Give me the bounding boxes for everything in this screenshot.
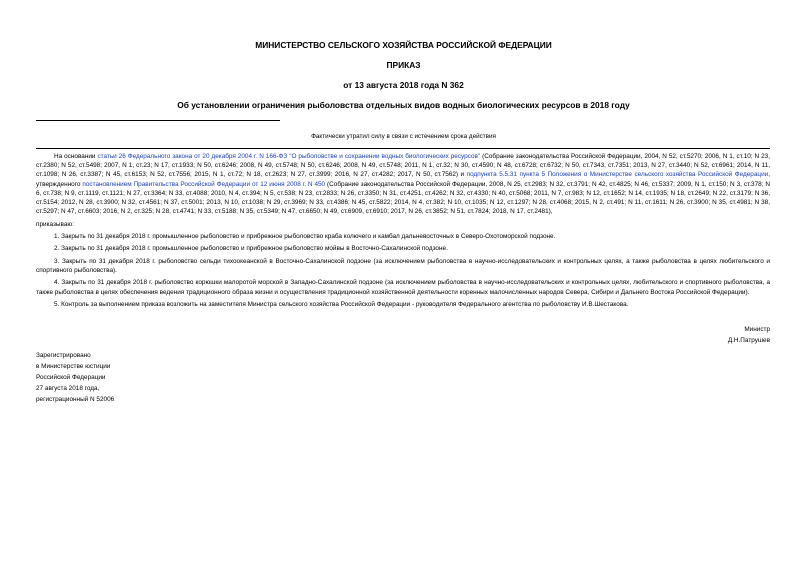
order-word: приказываю: (36, 220, 74, 228)
registration-block (36, 350, 114, 405)
signature-block (728, 324, 770, 346)
government-decree-450-link[interactable]: постановлением Правительства Российской Федерации от 12 июня 2008 г. N 450 (82, 180, 326, 188)
order-item-3: 3. Закрыть по 31 декабря 2018 г. рыболовство сельди тихоокеанской в Восточно-Сахалинской подзоне (за исключением рыболовства в научно-исследовательских и контрольных целях, а также рыболовства в целях любительского и спортивного рыболовства). (36, 257, 770, 274)
registration-line: регистрационный N 52006 (36, 396, 115, 403)
order-item-1: 1. Закрыть по 31 декабря 2018 г. промышленное рыболовство и прибрежное рыболовство краба колючего и камбал дальневосточных в Северо-Охотоморской подзоне. (54, 233, 556, 240)
doc-date-number: от 13 августа 2018 года N 362 (343, 80, 464, 90)
doc-title: Об установлении ограничения рыболовства отдельных видов водных биологических ресурсов в 2018 году (177, 100, 630, 110)
order-item-4: 4. Закрыть по 31 декабря 2018 г. рыболовство корюшки малоротой морской в Западно-Сахалинской подзоне (за исключением рыболовства в научно-исследовательских и контрольных целях, любительского и спортивного рыболовства, а также рыболовства в целях обеспечения ведения традиционного образа жизни и осуществления традиционной хозяйственной деятельности коренных малочисленных народов Севера, Сибири и Дальнего Востока Российской Федерации). (36, 279, 770, 296)
law-166-fz-link[interactable]: статьи 26 Федерального закона от 20 декабря 2004 г. N 166-ФЗ "О рыболовстве и сохранении водных биологических ресурсов" (97, 153, 481, 160)
preamble-text-2: (Собрание законодательства Российской Федерации, 2004, N 52, ст.5270; 2006, N 1, ст.10; N 23, ст.2380; N 52, ст.5498; 2007, N 1, ст.23; N 17, ст.1933; N 50, ст.6246; 2008, N 49, ст.5748; N 50, ст.6246; 2008, N 49, ст.5748; 2011, N 1, ст.32; N 30, ст.4590; N 48, ст.6728; ст.6732; N 50, ст.7343, ст.7351; 2013, N 27, ст.3440; N 52, ст.6961; 2014, N 11, ст.1098; N 26, ст.3387; N 45, ст.6153; N 52, ст.7556; 2015, N 1, ст.72; N 18, ст.2623; N 27, ст.3999; 2016, N 27, ст.4282; 2017, N 50, ст.7562) и (36, 153, 770, 179)
signer-position: Министр (744, 326, 770, 333)
ministry-heading: МИНИСТЕРСТВО СЕЛЬСКОГО ХОЗЯЙСТВА РОССИЙСКОЙ ФЕДЕРАЦИИ (255, 40, 552, 50)
registration-line: в Министерстве юстиции (36, 363, 111, 370)
registration-line: Зарегистрировано (36, 352, 91, 359)
preamble-text-4: (Собрание законодательства Российской Федерации, 2008, N 25, ст.2983; N 32, ст.3791; N 42, ст.4825; N 46, ст.5337; 2009, N 1, ст.150; N 3, ст.378; N 6, ст.738; N 9, ст.1119, ст.1121; N 27, ст.3364; N 33, ст.4088; 2010, N 4, ст.394; N 5, ст.538; N 23, ст.2833; N 26, ст.3350; N 31, ст.4251, ст.4262; N 32, ст.4330; N 40, ст.5068; 2011, N 7, ст.983; N 12, ст.1652; N 14, ст.1935; N 18, ст.2649; N 22, ст.3179; N 36, ст.5154; 2012, N 28, ст.3900; N 32, ст.4561; N 37, ст.5001; 2013, N 10, ст.1038; N 29, ст.3969; N 33, ст.4386; N 45, ст.5822; 2014, N 4, ст.382; N 10, ст.1035; N 12, ст.1297; N 28, ст.4068; 2015, N 2, ст.491; N 11, ст.1611; N 26, ст.3900; N 35, ст.4981; N 38, ст.5297; N 47, ст.6603; 2016, N 2, ст.325; N 28, ст.4741; N 33, ст.5188; N 35, ст.5349; N 47, ст.6650; N 49, ст.6909, ст.6910; 2017, N 26, ст.3852; N 51, ст.7824; 2018, N 17, ст.2481), (36, 180, 771, 216)
preamble-text-3: , утвержденного (36, 171, 770, 188)
registration-line: 27 августа 2018 года, (36, 385, 100, 392)
regulation-5-5-31-link[interactable]: подпункта 5.5.31 пункта 5 Положения о Министерстве сельского хозяйства Российской Федерации (466, 171, 769, 179)
doc-type-heading: ПРИКАЗ (386, 60, 421, 70)
order-item-5: 5. Контроль за выполнением приказа возложить на заместителя Министра сельского хозяйства Российской Федерации - руководителя Федерального агентства по рыболовству И.В.Шестакова. (54, 300, 629, 308)
status-note: Фактически утратил силу в связи с истечением срока действия (311, 133, 496, 140)
order-item-2: 2. Закрыть по 31 декабря 2018 г. промышленное рыболовство и прибрежное рыболовство мойвы в Восточно-Сахалинской подзоне. (54, 245, 448, 253)
preamble-text-1: На основании (54, 153, 98, 160)
registration-line: Российской Федерации (36, 374, 106, 381)
signer-name: Д.Н.Патрушев (727, 337, 770, 344)
preamble-paragraph (36, 152, 770, 216)
document-body (36, 152, 770, 312)
separator-long (36, 148, 770, 149)
separator-short (36, 120, 280, 121)
